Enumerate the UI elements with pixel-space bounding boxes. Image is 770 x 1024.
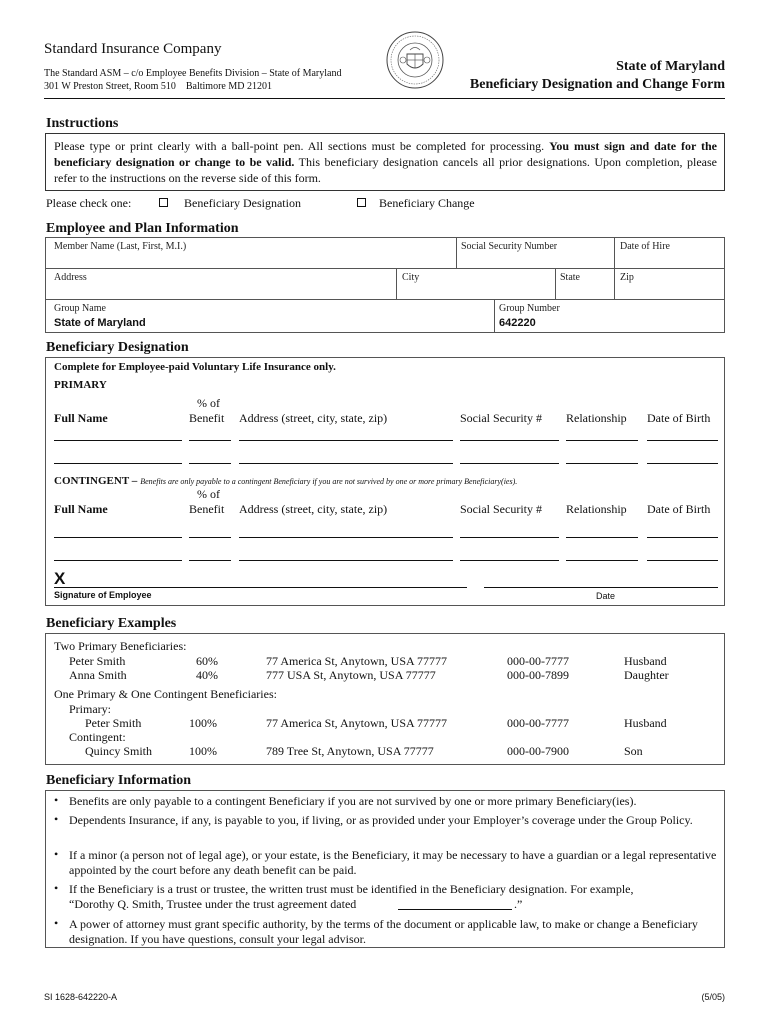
ex2-name: Anna Smith	[69, 668, 127, 682]
primary-full-name-header: Full Name	[54, 411, 108, 425]
designation-heading: Beneficiary Designation	[46, 340, 189, 355]
member-name-field[interactable]: Member Name (Last, First, M.I.)	[54, 241, 187, 252]
contingent-row	[54, 473, 517, 488]
primary2-address-line[interactable]	[239, 463, 453, 464]
instructions-text	[54, 138, 717, 186]
ssn-field[interactable]: Social Security Number	[461, 241, 558, 252]
examples-contingent-label: Contingent:	[69, 730, 126, 744]
bullet-1-marker: •	[54, 793, 59, 807]
primary-pct-header-2: Benefit	[189, 411, 225, 425]
header-divider	[44, 98, 725, 99]
designation-note: Complete for Employee-paid Voluntary Life Insurance only.	[54, 361, 336, 373]
primary2-pct-line[interactable]	[189, 463, 231, 464]
ex2-pct: 40%	[196, 668, 218, 682]
contingent-dob-header: Date of Birth	[647, 502, 711, 516]
primary-ssn-header: Social Security #	[460, 411, 542, 425]
form-id: SI 1628-642220-A	[44, 992, 118, 1002]
group-number-value: 642220	[499, 317, 536, 329]
contingent2-name-line[interactable]	[54, 560, 182, 561]
ex4-address: 789 Tree St, Anytown, USA 77777	[266, 744, 434, 758]
group-name-label: Group Name	[54, 303, 106, 314]
ex4-ssn: 000-00-7900	[507, 744, 569, 758]
information-heading: Beneficiary Information	[46, 773, 192, 788]
bullet-3-text: If a minor (a person not of legal age), or your estate, is the Beneficiary, it may be necessary to have a guardian or a legal representative appointed by the court before any death benefit can be paid.	[69, 848, 717, 877]
contingent1-dob-line[interactable]	[647, 537, 718, 538]
contingent1-address-line[interactable]	[239, 537, 453, 538]
instructions-heading: Instructions	[46, 116, 119, 131]
primary-relationship-header: Relationship	[566, 411, 627, 425]
designation-checkbox[interactable]	[159, 198, 168, 207]
ex1-address: 77 America St, Anytown, USA 77777	[266, 654, 448, 668]
primary-pct-header-1: % of	[197, 396, 220, 410]
contingent-pct-header-2: Benefit	[189, 502, 225, 516]
signature-label: Signature of Employee	[54, 590, 152, 600]
examples-heading: Beneficiary Examples	[46, 616, 177, 631]
state-seal	[385, 30, 445, 90]
ex2-rel: Daughter	[624, 668, 669, 682]
employee-col-divider-state	[555, 268, 556, 299]
primary-address-header: Address (street, city, state, zip)	[239, 411, 388, 425]
contingent-address-header: Address (street, city, state, zip)	[239, 502, 388, 516]
primary1-relationship-line[interactable]	[566, 440, 638, 441]
contingent-note: Benefits are only payable to a contingent Beneficiary if you are not survived by one or more primary Beneficiary(ies).	[140, 477, 518, 486]
contingent2-ssn-line[interactable]	[460, 560, 559, 561]
city-field[interactable]: City	[402, 272, 420, 283]
ex2-address: 777 USA St, Anytown, USA 77777	[266, 668, 436, 682]
examples-primary-label: Primary:	[69, 702, 111, 716]
signature-x-mark: X	[54, 569, 66, 588]
employee-col-divider-hire	[614, 237, 615, 299]
contingent1-relationship-line[interactable]	[566, 537, 638, 538]
ex3-address: 77 America St, Anytown, USA 77777	[266, 716, 448, 730]
primary1-ssn-line[interactable]	[460, 440, 559, 441]
bullet-1-text: Benefits are only payable to a contingent Beneficiary if you are not survived by one or more primary Beneficiary(ies).	[69, 794, 637, 808]
company-address-line2: 301 W Preston Street, Room 510 Baltimore MD 21201	[44, 81, 272, 92]
bullet-2-text: Dependents Insurance, if any, is payable to you, if living, or as provided under your Employer’s coverage under the Group Policy.	[69, 813, 693, 827]
contingent-label: CONTINGENT –	[54, 475, 138, 487]
form-title: Beneficiary Designation and Change Form	[469, 77, 725, 92]
primary2-name-line[interactable]	[54, 463, 182, 464]
date-of-hire-field[interactable]: Date of Hire	[620, 241, 670, 252]
primary2-ssn-line[interactable]	[460, 463, 559, 464]
ex3-ssn: 000-00-7777	[507, 716, 569, 730]
group-number-label: Group Number	[499, 303, 560, 314]
ex3-name: Peter Smith	[85, 716, 142, 730]
ex1-rel: Husband	[624, 654, 667, 668]
designation-checkbox-label: Beneficiary Designation	[184, 196, 301, 210]
change-checkbox[interactable]	[357, 198, 366, 207]
primary1-name-line[interactable]	[54, 440, 182, 441]
primary1-dob-line[interactable]	[647, 440, 718, 441]
bullet-5-marker: •	[54, 916, 59, 930]
bullet-4-text-a: If the Beneficiary is a trust or trustee, the written trust must be identified in the Beneficiary designation. For example,	[69, 882, 634, 896]
primary1-pct-line[interactable]	[189, 440, 231, 441]
ex4-name: Quincy Smith	[85, 744, 153, 758]
contingent1-ssn-line[interactable]	[460, 537, 559, 538]
examples-one-each: One Primary & One Contingent Beneficiaries:	[54, 687, 277, 701]
bullet-4-text-b: “Dorothy Q. Smith, Trustee under the trust agreement dated	[69, 897, 357, 911]
employee-row-divider-2	[45, 299, 725, 300]
signature-line[interactable]	[54, 587, 467, 588]
ex3-pct: 100%	[189, 716, 217, 730]
contingent1-name-line[interactable]	[54, 537, 182, 538]
contingent2-relationship-line[interactable]	[566, 560, 638, 561]
address-field[interactable]: Address	[54, 272, 87, 283]
ex1-ssn: 000-00-7777	[507, 654, 569, 668]
bullet-3-marker: •	[54, 847, 59, 861]
contingent2-dob-line[interactable]	[647, 560, 718, 561]
state-field[interactable]: State	[560, 272, 580, 283]
trust-date-line[interactable]	[398, 909, 512, 910]
employee-heading: Employee and Plan Information	[46, 221, 239, 236]
form-title-state: State of Maryland	[616, 59, 725, 74]
bullet-5-text: A power of attorney must grant specific authority, by the terms of the document or applicable law, to make or change a Beneficiary designation. If you have questions, consult your legal advisor.	[69, 917, 698, 946]
ex3-rel: Husband	[624, 716, 667, 730]
instructions-text-part2: This beneficiary designation cancels all prior designations. Upon completion, please refer to the instructions on the reverse side of this form.	[54, 155, 717, 185]
contingent-relationship-header: Relationship	[566, 502, 627, 516]
instructions-text-part1: Please type or print clearly with a ball-point pen. All sections must be completed for processing.	[54, 139, 550, 153]
date-label: Date	[596, 591, 616, 601]
ex1-pct: 60%	[196, 654, 218, 668]
company-name: Standard Insurance Company	[44, 41, 222, 57]
examples-two-primary: Two Primary Beneficiaries:	[54, 639, 187, 653]
bullet-4-text-c: .”	[514, 897, 523, 911]
bullet-4-marker: •	[54, 881, 59, 895]
contingent2-pct-line[interactable]	[189, 560, 231, 561]
employee-row-divider-1	[45, 268, 725, 269]
zip-field[interactable]: Zip	[620, 272, 634, 283]
ex2-ssn: 000-00-7899	[507, 668, 569, 682]
primary-label: PRIMARY	[54, 379, 107, 391]
primary-dob-header: Date of Birth	[647, 411, 711, 425]
primary2-dob-line[interactable]	[647, 463, 718, 464]
ex4-rel: Son	[624, 744, 643, 758]
ex1-name: Peter Smith	[69, 654, 126, 668]
company-address-line1: The Standard ASM – c/o Employee Benefits Division – State of Maryland	[44, 68, 342, 79]
contingent2-address-line[interactable]	[239, 560, 453, 561]
bullet-2-marker: •	[54, 812, 59, 826]
group-name-value: State of Maryland	[54, 317, 146, 329]
contingent1-pct-line[interactable]	[189, 537, 231, 538]
ex4-pct: 100%	[189, 744, 217, 758]
contingent-full-name-header: Full Name	[54, 502, 108, 516]
change-checkbox-label: Beneficiary Change	[379, 196, 475, 210]
date-line[interactable]	[484, 587, 718, 588]
contingent-ssn-header: Social Security #	[460, 502, 542, 516]
instructions-text-bold: You must sign and date for the beneficiary designation or change to be valid.	[54, 139, 717, 169]
employee-col-divider-city	[396, 268, 397, 299]
contingent-pct-header-1: % of	[197, 487, 220, 501]
primary2-relationship-line[interactable]	[566, 463, 638, 464]
primary1-address-line[interactable]	[239, 440, 453, 441]
employee-col-divider-group	[494, 299, 495, 333]
employee-col-divider-ssn	[456, 237, 457, 268]
check-one-prompt: Please check one:	[46, 196, 132, 210]
form-revision: (5/05)	[701, 992, 725, 1002]
